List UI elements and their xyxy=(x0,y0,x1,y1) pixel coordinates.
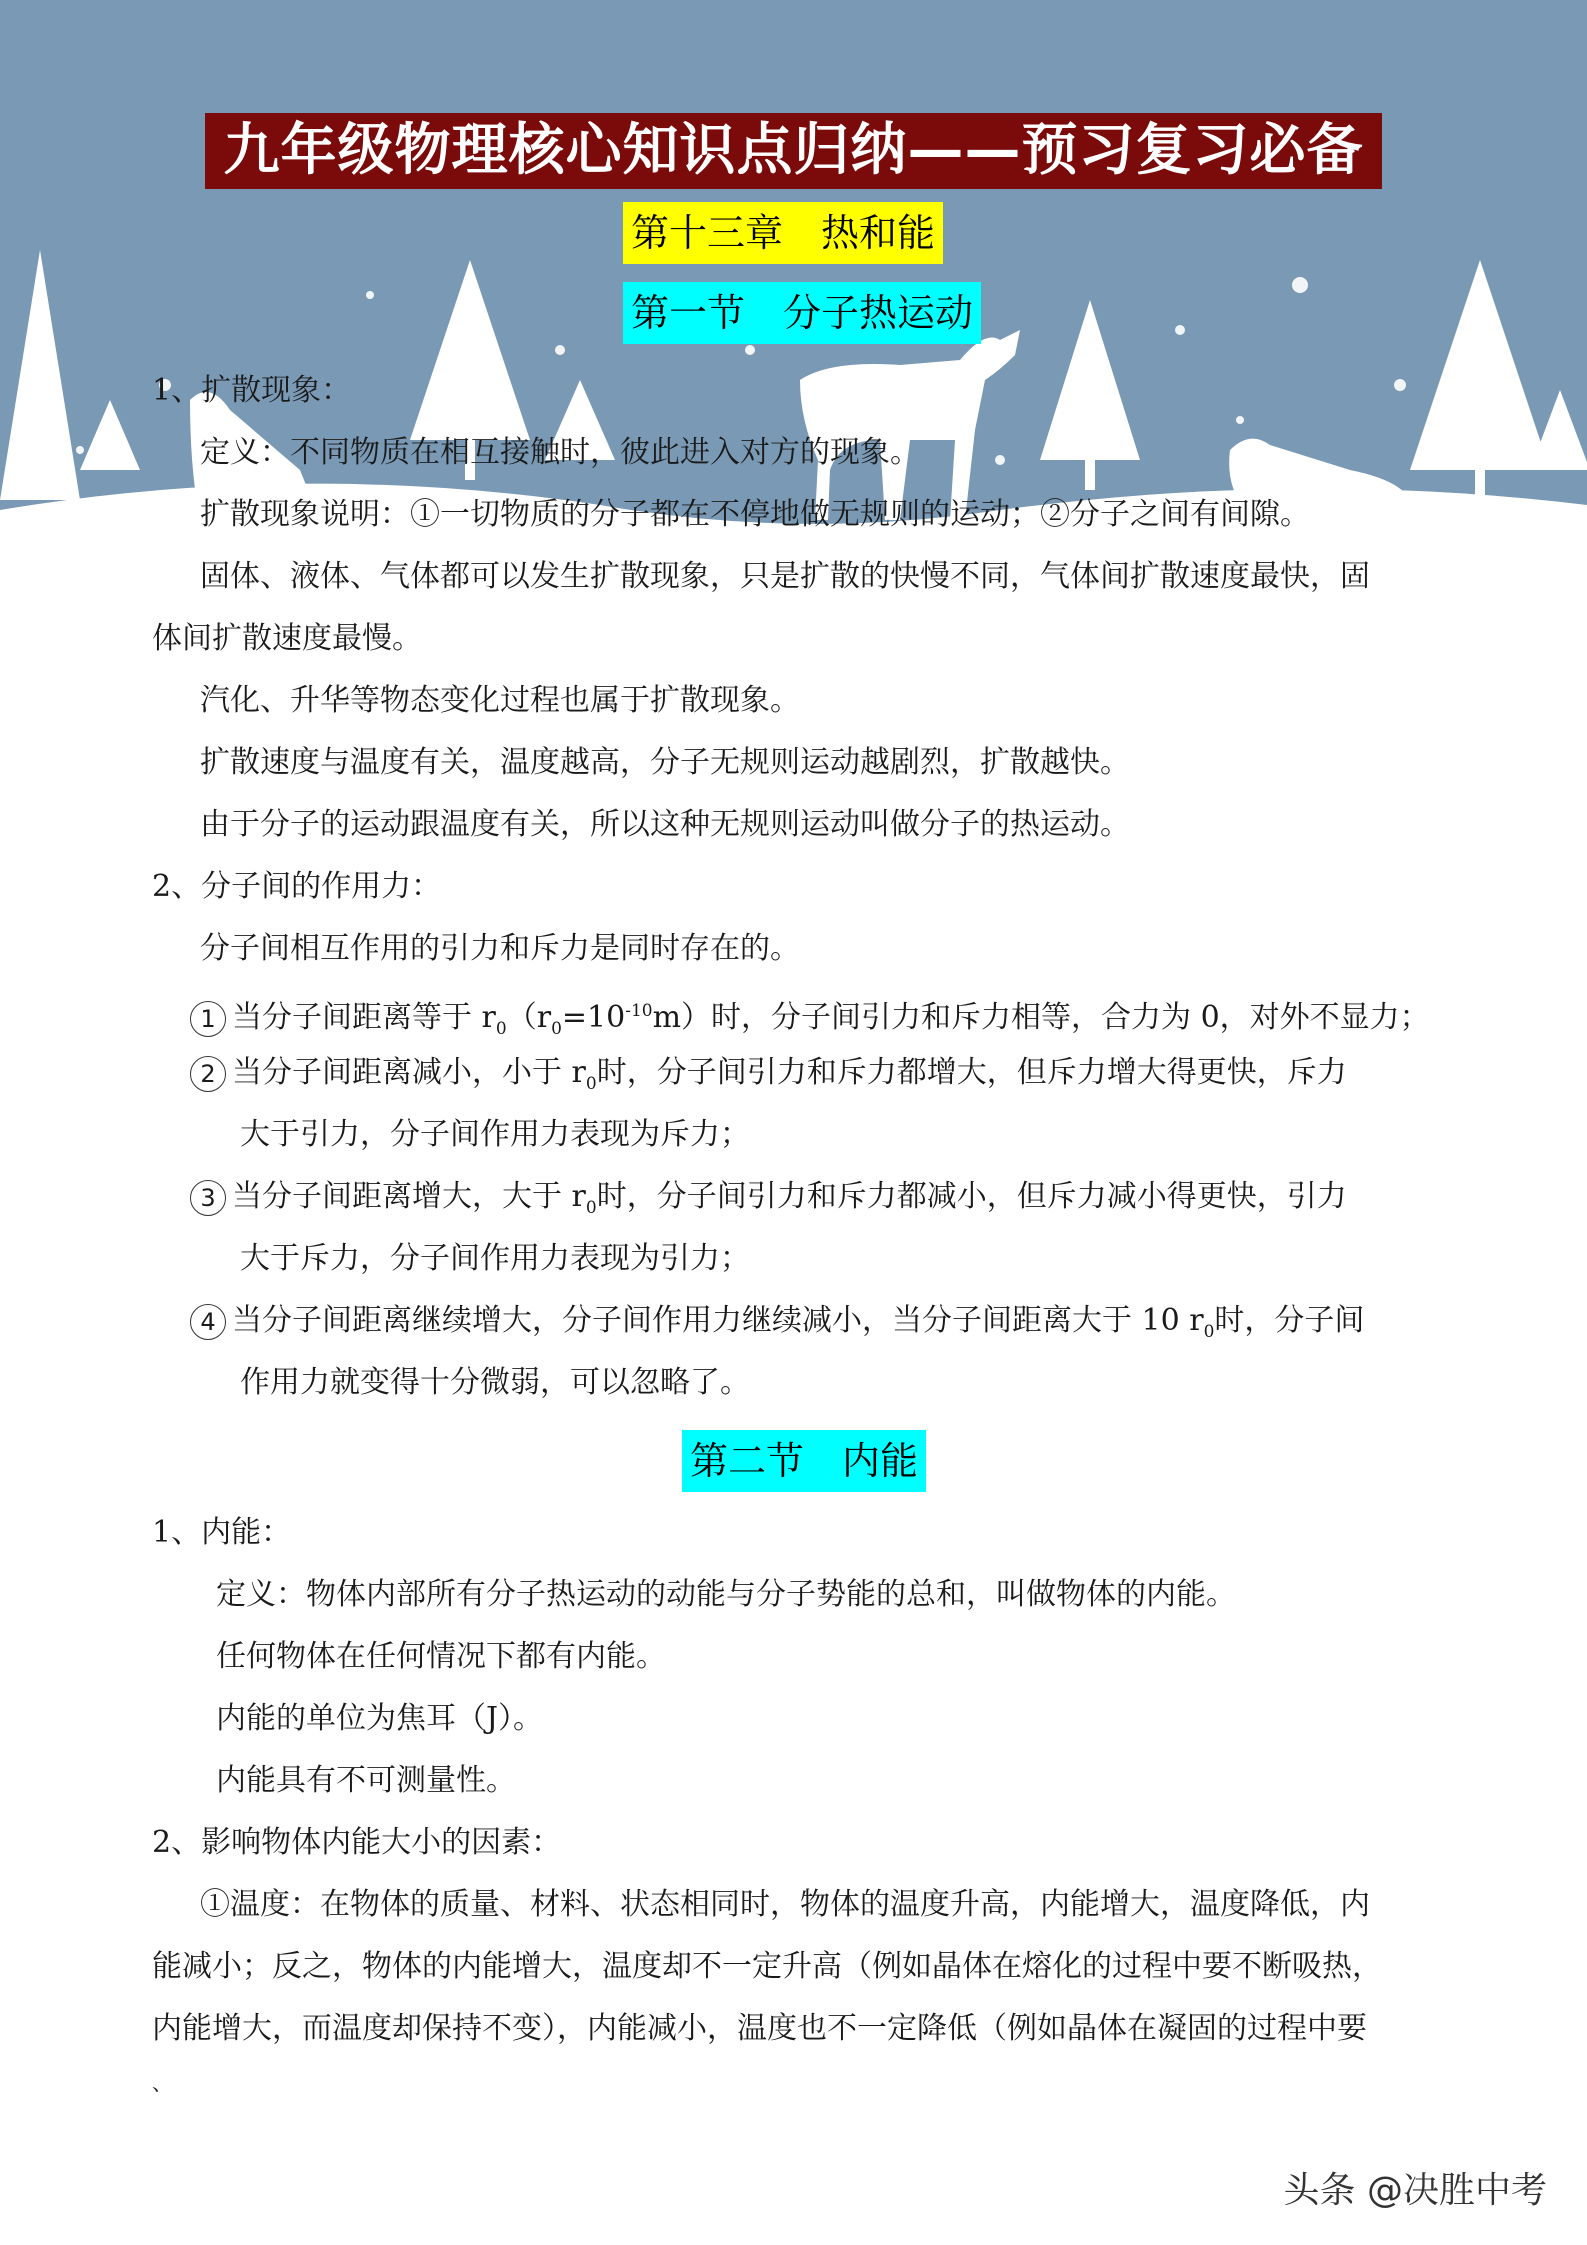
text-line: 扩散速度与温度有关，温度越高，分子无规则运动越剧烈，扩散越快。 xyxy=(200,745,1130,780)
list-item: 2 当分子间距离减小，小于 $r_0$时，分子间引力和斥力都增大，但斥力增大得更快，斥力 xyxy=(190,1052,1347,1105)
text-line: 汽化、升华等物态变化过程也属于扩散现象。 xyxy=(200,683,800,718)
text-line: 内能具有不可测量性。 xyxy=(216,1763,516,1798)
source-watermark: 头条 @决胜中考 xyxy=(1283,2170,1547,2211)
text-line: 、 xyxy=(152,2071,172,2095)
text-line: 能减小；反之，物体的内能增大，温度却不一定升高（例如晶体在熔化的过程中要不断吸热， xyxy=(152,1949,1382,1984)
text-line: 由于分子的运动跟温度有关，所以这种无规则运动叫做分子的热运动。 xyxy=(200,807,1130,842)
text-line: 内能增大，而温度却保持不变），内能减小，温度也不一定降低（例如晶体在凝固的过程中要 xyxy=(152,2011,1367,2046)
text-line: ①温度：在物体的质量、材料、状态相同时，物体的温度升高，内能增大，温度降低，内 xyxy=(200,1887,1370,1922)
text-line: 任何物体在任何情况下都有内能。 xyxy=(216,1639,666,1674)
circled-number: 3 xyxy=(190,1180,226,1216)
section1-heading: 第一节 分子热运动 xyxy=(623,282,981,344)
text-line: 扩散现象说明：①一切物质的分子都在不停地做无规则的运动；②分子之间有间隙。 xyxy=(200,497,1310,532)
list-item-continuation: 大于引力，分子间作用力表现为斥力； xyxy=(240,1117,750,1152)
text-line: 体间扩散速度最慢。 xyxy=(152,621,422,656)
chapter-heading: 第十三章 热和能 xyxy=(623,202,943,264)
document-title: 九年级物理核心知识点归纳——预习复习必备 xyxy=(205,113,1382,189)
text-line: 定义：物体内部所有分子热运动的动能与分子势能的总和，叫做物体的内能。 xyxy=(216,1577,1236,1612)
text-line: 固体、液体、气体都可以发生扩散现象，只是扩散的快慢不同，气体间扩散速度最快，固 xyxy=(200,559,1370,594)
text-line: 内能的单位为焦耳（J）。 xyxy=(216,1701,544,1736)
circled-number: 2 xyxy=(190,1056,226,1092)
list-item: 3 当分子间距离增大，大于 $r_0$时，分子间引力和斥力都减小，但斥力减小得更快，引力 xyxy=(190,1176,1347,1229)
text-line: 1、扩散现象： xyxy=(152,373,352,408)
section2-heading: 第二节 内能 xyxy=(682,1430,926,1492)
circled-number: 1 xyxy=(190,1001,226,1037)
circled-number: 4 xyxy=(190,1304,226,1340)
text-line: 1、内能： xyxy=(152,1515,292,1550)
text-line: 分子间相互作用的引力和斥力是同时存在的。 xyxy=(200,931,800,966)
list-item: 4 当分子间距离继续增大，分子间作用力继续减小，当分子间距离大于 10 $r_0$时，分子间 xyxy=(190,1300,1364,1353)
text-line: 2、分子间的作用力： xyxy=(152,869,442,904)
list-item-continuation: 大于斥力，分子间作用力表现为引力； xyxy=(240,1241,750,1276)
list-item-continuation: 作用力就变得十分微弱，可以忽略了。 xyxy=(240,1365,750,1400)
text-line: 2、影响物体内能大小的因素： xyxy=(152,1825,562,1860)
text-line: 定义：不同物质在相互接触时，彼此进入对方的现象。 xyxy=(200,435,920,470)
list-item: 1 当分子间距离等于 $r_0(r_0=10^{-10}m)$时，分子间引力和斥力相等，合力为 0，对外不显力； xyxy=(190,990,1430,1050)
